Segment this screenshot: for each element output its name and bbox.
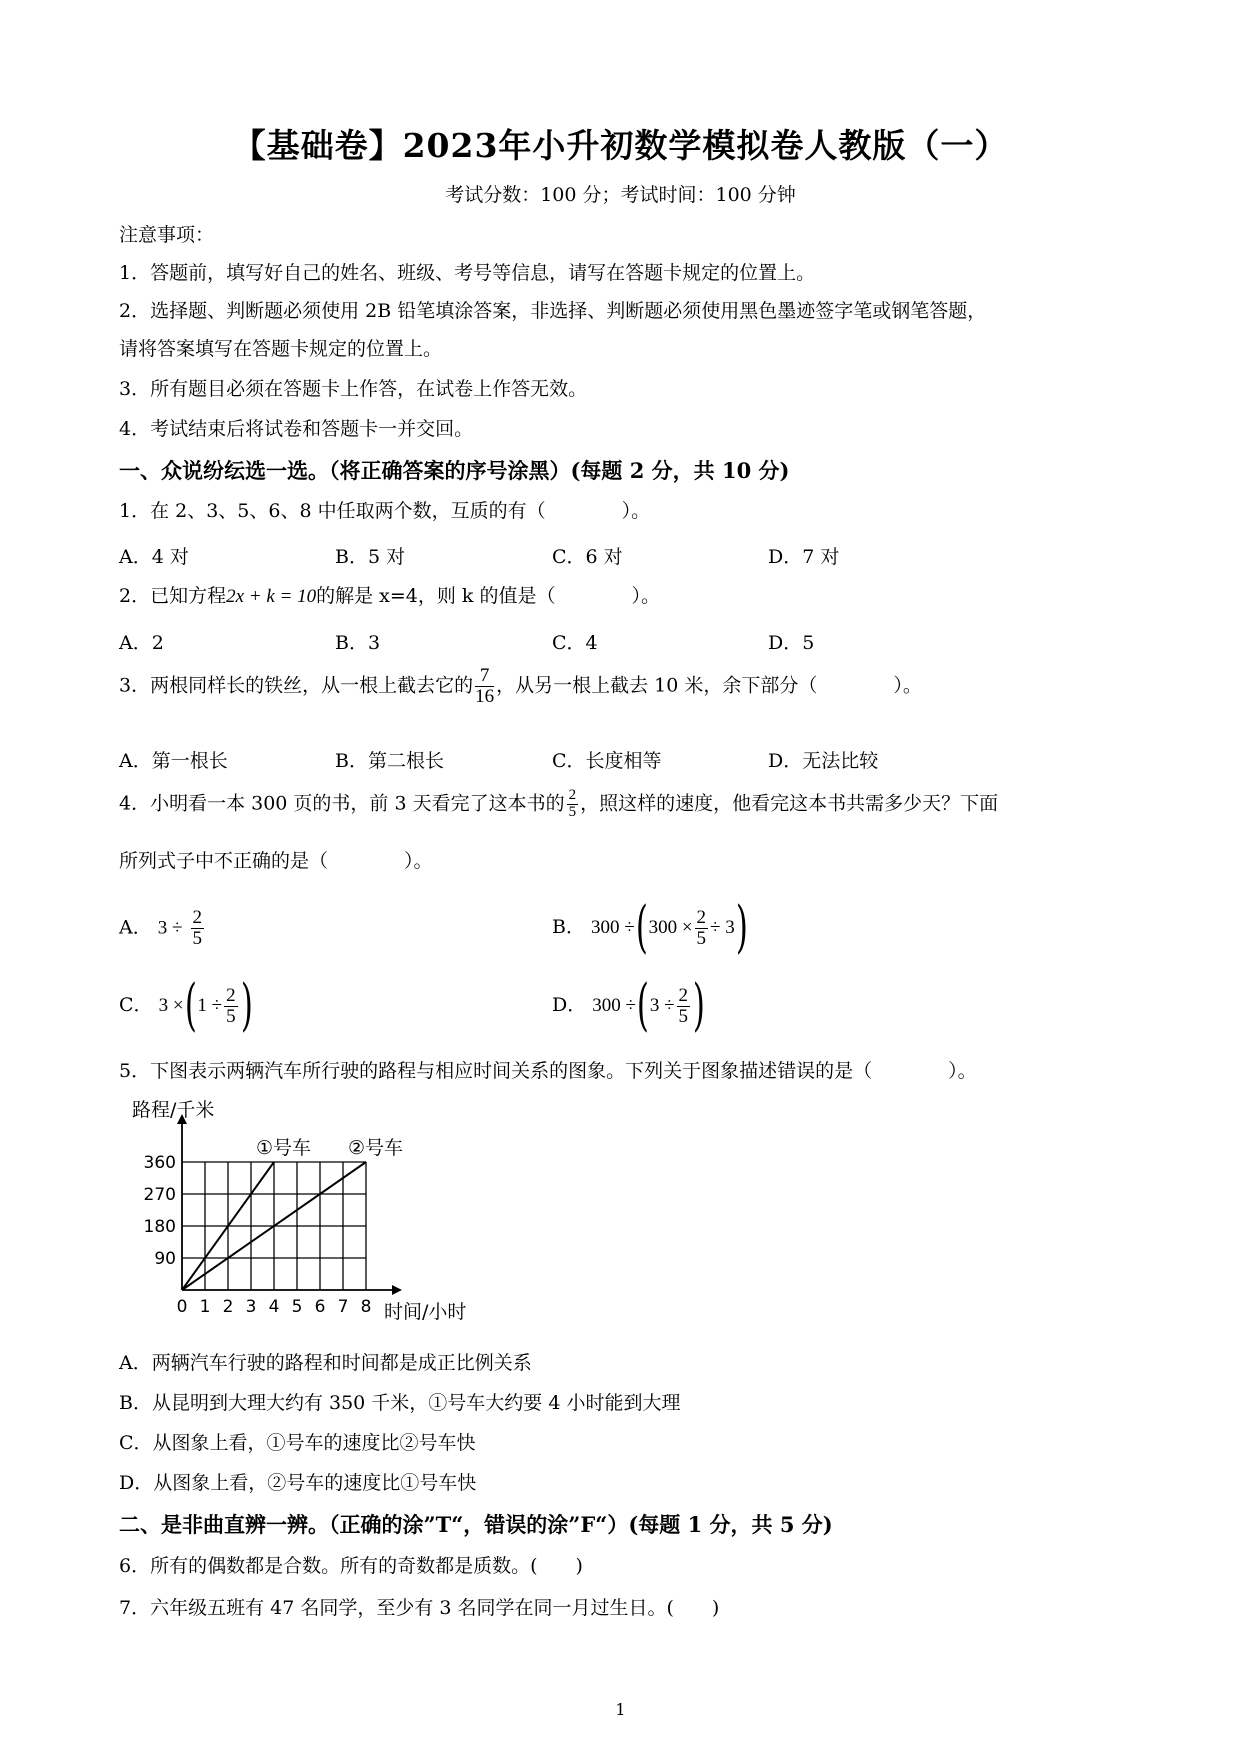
q5-option-a[interactable]: A．两辆汽车行驶的路程和时间都是成正比例关系 — [119, 1352, 532, 1374]
note-item: 4．考试结束后将试卷和答题卡一并交回。 — [119, 418, 474, 440]
right-paren: ) — [735, 895, 748, 960]
fraction-numerator: 2 — [696, 906, 707, 928]
q5-option-d[interactable]: D．从图象上看，②号车的速度比①号车快 — [119, 1472, 477, 1494]
fraction-numerator: 7 — [475, 666, 494, 687]
question-7: 7．六年级五班有 47 名同学，至少有 3 名同学在同一月过生日。( ) — [119, 1597, 720, 1619]
option-label: C． — [119, 994, 153, 1016]
question-2 — [119, 585, 660, 609]
fraction — [191, 908, 205, 949]
note-item: 1．答题前，填写好自己的姓名、班级、考号等信息，请写在答题卡规定的位置上。 — [119, 262, 816, 284]
left-paren: ( — [635, 895, 648, 960]
q3-option-d[interactable]: D．无法比较 — [768, 750, 879, 772]
x-tick-label: 0 — [176, 1297, 188, 1317]
question-6: 6．所有的偶数都是合数。所有的奇数都是质数。( ) — [119, 1555, 583, 1577]
q4-fraction — [567, 788, 579, 821]
q5-option-c[interactable]: C．从图象上看，①号车的速度比②号车快 — [119, 1432, 476, 1454]
x-tick-label: 8 — [360, 1297, 372, 1317]
question-1: 1．在 2、3、5、6、8 中任取两个数，互质的有（ ）。 — [119, 500, 651, 522]
fraction-denominator: 5 — [226, 1005, 236, 1027]
right-paren: ) — [240, 973, 253, 1038]
fraction-numerator: 2 — [192, 907, 203, 928]
left-paren: ( — [636, 973, 649, 1038]
q2-option-d[interactable]: D．5 — [768, 632, 815, 654]
y-tick-label: 90 — [154, 1249, 176, 1269]
left-paren: ( — [184, 973, 197, 1038]
q3-option-c[interactable]: C．长度相等 — [552, 750, 662, 772]
q2-option-b[interactable]: B．3 — [335, 632, 381, 654]
x-tick-label: 5 — [291, 1297, 303, 1317]
q4-option-a[interactable] — [119, 908, 206, 949]
q3-prefix: 3．两根同样长的铁丝，从一根上截去它的 — [119, 674, 474, 697]
y-tick-label: 180 — [143, 1217, 176, 1237]
fraction-numerator: 2 — [678, 984, 689, 1006]
distance-time-chart — [120, 1100, 480, 1335]
fraction — [224, 986, 238, 1027]
q5-option-b[interactable]: B．从昆明到大理大约有 350 千米，①号车大约要 4 小时能到大理 — [119, 1392, 681, 1414]
fraction-denominator: 16 — [475, 685, 495, 707]
question-4-line2: 所列式子中不正确的是（ ）。 — [119, 850, 433, 872]
option-expression: 300 × — [648, 917, 693, 938]
question-4 — [119, 788, 998, 821]
question-3 — [119, 666, 922, 707]
option-expression: 1 ÷ — [197, 995, 223, 1016]
q2-equation: 2x + k = 10 — [226, 586, 317, 607]
q2-suffix: 的解是 x=4，则 k 的值是（ ）。 — [316, 585, 660, 607]
y-tick-label: 360 — [143, 1153, 176, 1173]
fraction-denominator: 5 — [568, 803, 577, 820]
q2-option-a[interactable]: A．2 — [119, 632, 164, 654]
option-label: A． — [119, 916, 152, 939]
fraction-numerator: 2 — [226, 984, 236, 1006]
exam-subtitle: 考试分数：100 分；考试时间：100 分钟 — [445, 184, 796, 206]
q4-prefix: 4．小明看一本 300 页的书，前 3 天看完了这本书的 — [119, 792, 565, 815]
fraction-denominator: 5 — [696, 927, 707, 949]
fraction-denominator: 5 — [192, 927, 203, 949]
exam-title: 【基础卷】2023年小升初数学模拟卷人教版（一） — [232, 126, 1009, 165]
q1-option-b[interactable]: B．5 对 — [335, 546, 406, 568]
option-expression: 3 × — [158, 995, 184, 1016]
y-axis-title: 路程/千米 — [132, 1100, 215, 1121]
option-label: D． — [552, 994, 587, 1016]
q4-option-c[interactable] — [119, 973, 253, 1038]
q1-option-a[interactable]: A．4 对 — [119, 546, 189, 568]
x-tick-label: 7 — [337, 1297, 349, 1317]
note-item: 3．所有题目必须在答题卡上作答，在试卷上作答无效。 — [119, 378, 588, 400]
section-2-heading: 二、是非曲直辨一辨。（正确的涂”T“，错误的涂”F“）(每题 1 分，共 5 分) — [119, 1512, 833, 1537]
x-tick-label: 2 — [222, 1297, 234, 1317]
series-label-2: ②号车 — [348, 1137, 404, 1159]
section-1-heading: 一、众说纷纭选一选。（将正确答案的序号涂黑）(每题 2 分，共 10 分) — [119, 458, 790, 483]
q3-fraction — [475, 666, 494, 707]
note-item: 2．选择题、判断题必须使用 2B 铅笔填涂答案，非选择、判断题必须使用黑色墨迹签字笔或钢笔答题， — [119, 300, 987, 322]
x-axis-arrow — [392, 1285, 402, 1295]
option-label: B． — [552, 916, 585, 938]
series-label-1: ①号车 — [256, 1137, 312, 1159]
x-tick-label: 3 — [245, 1297, 257, 1317]
q3-option-a[interactable]: A．第一根长 — [119, 750, 228, 772]
q1-option-c[interactable]: C．6 对 — [552, 546, 623, 568]
q3-suffix: ，从另一根上截去 10 米，余下部分（ ）。 — [496, 674, 922, 697]
option-expression: ÷ 3 — [710, 917, 735, 938]
right-paren: ) — [692, 973, 705, 1038]
q2-option-c[interactable]: C．4 — [552, 632, 598, 654]
q4-option-d[interactable] — [552, 973, 706, 1038]
question-5: 5．下图表示两辆汽车所行驶的路程与相应时间关系的图象。下列关于图象描述错误的是（ ）。 — [119, 1060, 977, 1082]
x-tick-label: 6 — [314, 1297, 326, 1317]
page-number: 1 — [615, 1700, 626, 1719]
fraction — [677, 986, 691, 1027]
option-expression: 3 ÷ — [157, 917, 183, 939]
notes-heading: 注意事项： — [119, 224, 215, 246]
q4-suffix: ，照这样的速度，他看完这本书共需多少天？下面 — [580, 792, 999, 815]
note-item: 请将答案填写在答题卡规定的位置上。 — [119, 338, 443, 360]
option-expression: 3 ÷ — [649, 995, 675, 1016]
q3-option-b[interactable]: B．第二根长 — [335, 750, 444, 772]
x-tick-label: 1 — [199, 1297, 211, 1317]
y-tick-label: 270 — [143, 1185, 176, 1205]
q4-option-b[interactable] — [552, 895, 749, 960]
fraction — [695, 908, 709, 949]
x-axis-title: 时间/小时 — [384, 1301, 467, 1323]
q2-prefix: 2．已知方程 — [119, 585, 227, 607]
option-expression: 300 ÷ — [591, 917, 635, 938]
fraction-numerator: 2 — [568, 787, 577, 803]
q1-option-d[interactable]: D．7 对 — [768, 546, 840, 568]
fraction-denominator: 5 — [678, 1005, 689, 1027]
x-tick-label: 4 — [268, 1297, 280, 1317]
option-expression: 300 ÷ — [592, 995, 636, 1016]
